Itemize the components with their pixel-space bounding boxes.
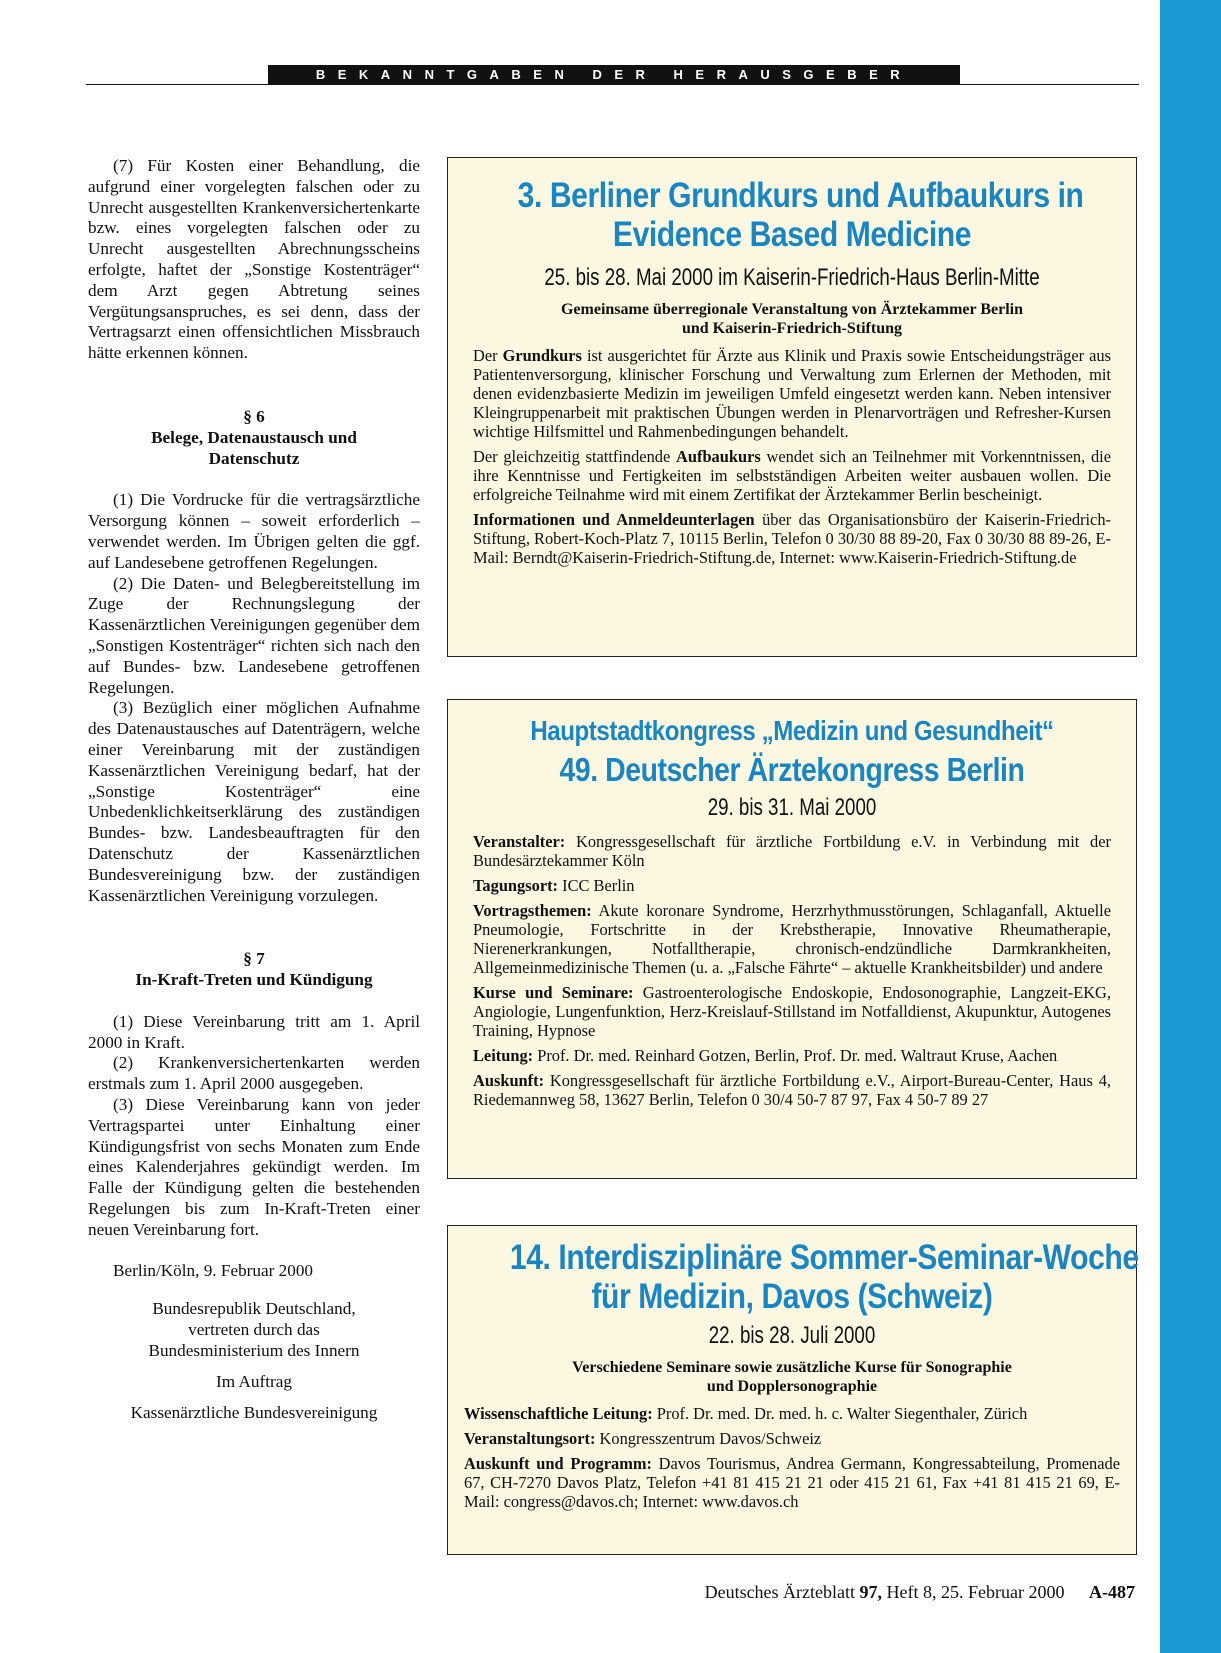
footer-journal: Deutsches Ärzteblatt	[704, 1582, 860, 1602]
header-rule	[86, 84, 1139, 85]
section-6-title: Belege, Datenaustausch und Datenschutz	[151, 427, 357, 468]
box2-leitung: Leitung: Prof. Dr. med. Reinhard Gotzen, Berlin, Prof. Dr. med. Waltraut Kruse, Aachen	[473, 1046, 1058, 1065]
section-7-paragraph-2: (2) Krankenversichertenkarten werden erstmals zum 1. April 2000 ausgegeben.	[88, 1053, 420, 1094]
section-6-paragraph-3: (3) Bezüglich einer möglichen Aufnahme des Datenaustausches auf Datenträgern, welche einer Vereinbarung mit der zuständigen Kassenärztlichen Vereinigung bedarf, hat der „Sonstige Kostenträger“ eine Unbedenklichkeitserklärung des zuständigen Bundes- bzw. Landesbeauftragten für den Datenschutz der Kassenärztlichen Bundesvereinigung bzw. der zuständigen Kassenärztlichen Vereinigung vorzulegen.	[88, 698, 420, 905]
box1-subtitle-line-2: und Kaiserin-Friedrich-Stiftung	[681, 320, 902, 337]
signatory-line-3: Bundesministerium des Innern	[148, 1341, 360, 1361]
box1-paragraph-aufbaukurs: Der gleichzeitig stattfindende Aufbaukurs wendet sich an Teilnehmer mit Vorkenntnissen, die ihre Kenntnisse und Fertigkeiten im selbstständigen Arbeiten weiter ausbauen wollen. Die erfolgreiche Teilnahme wird mit einem Zertifikat der Ärztekammer Berlin bescheinigt.	[473, 447, 1111, 504]
place-date: Berlin/Köln, 9. Februar 2000	[113, 1260, 314, 1280]
signatory-line-4: Im Auftrag	[216, 1371, 292, 1391]
left-column	[88, 156, 420, 1423]
announcement-aerztekongress	[447, 699, 1137, 1179]
box3-auskunft: Auskunft und Programm: Davos Tourismus, Andrea Germann, Kongressabteilung, Promenade 67, CH-7270 Davos Platz, Telefon +41 81 415 21 21 oder 415 21 61, Fax +41 81 415 21 69, E-Mail: congress@davos.ch; Internet: www.davos.ch	[464, 1454, 1120, 1511]
box2-date: 29. bis 31. Mai 2000	[707, 794, 877, 821]
paragraph-7: (7) Für Kosten einer Behandlung, die aufgrund einer vorgelegten falschen oder zu Unrecht ausgestellten Krankenversichertenkarte bzw. eines vorgelegten falschen oder zu Unrecht ausgestellten Abrechnungsscheins erfolgte, haftet der „Sonstige Kostenträger“ dem Arzt gegen Abtretung seines Vergütungsanspruches, es sei denn, dass der Vertragsarzt einen offensichtlichen Missbrauch hätte erkennen können.	[88, 156, 420, 363]
box3-wissenschaftliche-leitung: Wissenschaftliche Leitung: Prof. Dr. med. Dr. med. h. c. Walter Siegenthaler, Zürich	[464, 1404, 1028, 1423]
box2-kurse-seminare: Kurse und Seminare: Gastroenterologische Endoskopie, Endosonographie, Langzeit-EKG, Angiologie, Lungenfunktion, Herz-Kreislauf-Stillstand im Notfalldienst, Akupunktur, Autogenes Training, Hypnose	[473, 983, 1111, 1040]
section-6-number: § 6	[243, 406, 265, 426]
box1-paragraph-grundkurs: Der Grundkurs ist ausgerichtet für Ärzte aus Klinik und Praxis sowie Entscheidungsträger aus Patientenversorgung, klinischer Forschung und Verwaltung zum Erlernen der Methoden, mit denen evidenzbasierte Medizin im jeweiligen Umfeld eingesetzt werden kann. Neben intensiver Kleingruppenarbeit mit praktischen Übungen werden in Plenarvorträgen und Refresher-Kursen wichtige Hilfsmittel und Rahmenbedingungen behandelt.	[473, 346, 1111, 441]
box1-title-line-1: 3. Berliner Grundkurs und Aufbaukurs in	[517, 176, 1084, 215]
section-7-number: § 7	[243, 949, 265, 969]
section-7-paragraph-1: (1) Diese Vereinbarung tritt am 1. April 2000 in Kraft.	[88, 1011, 420, 1052]
box1-subtitle-line-1: Gemeinsame überregionale Veranstaltung von Ärztekammer Berlin	[560, 301, 1024, 318]
footer-volume: 97,	[859, 1582, 883, 1602]
box1-title-line-2: Evidence Based Medicine	[612, 215, 972, 254]
box3-title-line-1: 14. Interdisziplinäre Sommer-Seminar-Woche	[509, 1238, 1139, 1277]
box1-date: 25. bis 28. Mai 2000 im Kaiserin-Friedrich-Haus Berlin-Mitte	[544, 264, 1040, 291]
box2-tagungsort: Tagungsort: ICC Berlin	[473, 876, 635, 895]
announcement-davos-seminar	[447, 1225, 1137, 1555]
page-number: A-487	[1089, 1582, 1135, 1602]
section-6-paragraph-2: (2) Die Daten- und Belegbereitstellung im Zuge der Rechnungslegung der Kassenärztlichen Vereinigungen gegenüber dem „Sonstigen Kostenträger“ richten sich nach den auf Bundes- bzw. Landesebene getroffenen Regelungen.	[88, 573, 420, 697]
box2-title-line-2: 49. Deutscher Ärztekongress Berlin	[559, 751, 1025, 788]
box2-title-line-1: Hauptstadtkongress „Medizin und Gesundheit“	[530, 715, 1054, 746]
signatory-line-5: Kassenärztliche Bundesvereinigung	[130, 1402, 378, 1422]
box3-subtitle-line-2: und Dopplersonographie	[706, 1378, 878, 1395]
page-footer	[705, 1582, 1135, 1603]
section-6-paragraph-1: (1) Die Vordrucke für die vertragsärztliche Versorgung können – soweit erforderlich – verwendet werden. Im Übrigen gelten die ggf. auf Landesebene getroffenen Regelungen.	[88, 490, 420, 572]
blue-margin-bar	[1160, 0, 1221, 1653]
box2-auskunft: Auskunft: Kongressgesellschaft für ärztliche Fortbildung e.V., Airport-Bureau-Center, Haus 4, Riedemannweg 58, 13627 Berlin, Telefon 0 30/4 50-7 87 97, Fax 4 50-7 89 27	[473, 1071, 1111, 1109]
signatory-line-1: Bundesrepublik Deutschland,	[152, 1299, 356, 1319]
box3-subtitle-line-1: Verschiedene Seminare sowie zusätzliche Kurse für Sonographie	[572, 1359, 1012, 1376]
section-7-paragraph-3: (3) Diese Vereinbarung kann von jeder Vertragspartei unter Einhaltung einer Kündigungsfrist von sechs Monaten zum Ende eines Kalenderjahres gekündigt werden. Im Falle der Kündigung gelten die bestehenden Regelungen bis zum In-Kraft-Treten einer neuen Vereinbarung fort.	[88, 1095, 420, 1239]
box2-veranstalter: Veranstalter: Kongressgesellschaft für ärztliche Fortbildung e.V. in Verbindung mit der Bundesärztekammer Köln	[473, 832, 1111, 870]
box3-date: 22. bis 28. Juli 2000	[708, 1322, 876, 1349]
box1-paragraph-information: Informationen und Anmeldeunterlagen über das Organisationsbüro der Kaiserin-Friedrich-Stiftung, Robert-Koch-Platz 7, 10115 Berlin, Telefon 0 30/30 88 89-20, Fax 0 30/30 88 89-26, E-Mail: Berndt@Kaiserin-Friedrich-Stiftung.de, Internet: www.Kaiserin-Friedrich-Stiftung.de	[473, 510, 1112, 567]
box2-vortragsthemen: Vortragsthemen: Akute koronare Syndrome, Herzrhythmusstörungen, Schlaganfall, Aktuelle Pneumologie, Fortschritte in der Krebstherapie, Innovative Rheumatherapie, Nierenerkrankungen, Notfalltherapie, chronisch-endzündliche Darmkrankheiten, Allgemeinmedizinische Themen (u. a. „Falsche Fährte“ – aktuelle Krankheitsbilder) und andere	[473, 901, 1111, 977]
announcement-evidence-based-medicine	[447, 157, 1137, 657]
section-header: BEKANNTGABEN DER HERAUSGEBER	[268, 65, 960, 84]
signatory-line-2: vertreten durch das	[188, 1320, 320, 1340]
box3-title-line-2: für Medizin, Davos (Schweiz)	[591, 1277, 993, 1316]
section-7-title: In-Kraft-Treten und Kündigung	[135, 970, 373, 990]
footer-issue: Heft 8, 25. Februar 2000	[882, 1582, 1065, 1602]
box3-veranstaltungsort: Veranstaltungsort: Kongresszentrum Davos/Schweiz	[464, 1429, 822, 1448]
